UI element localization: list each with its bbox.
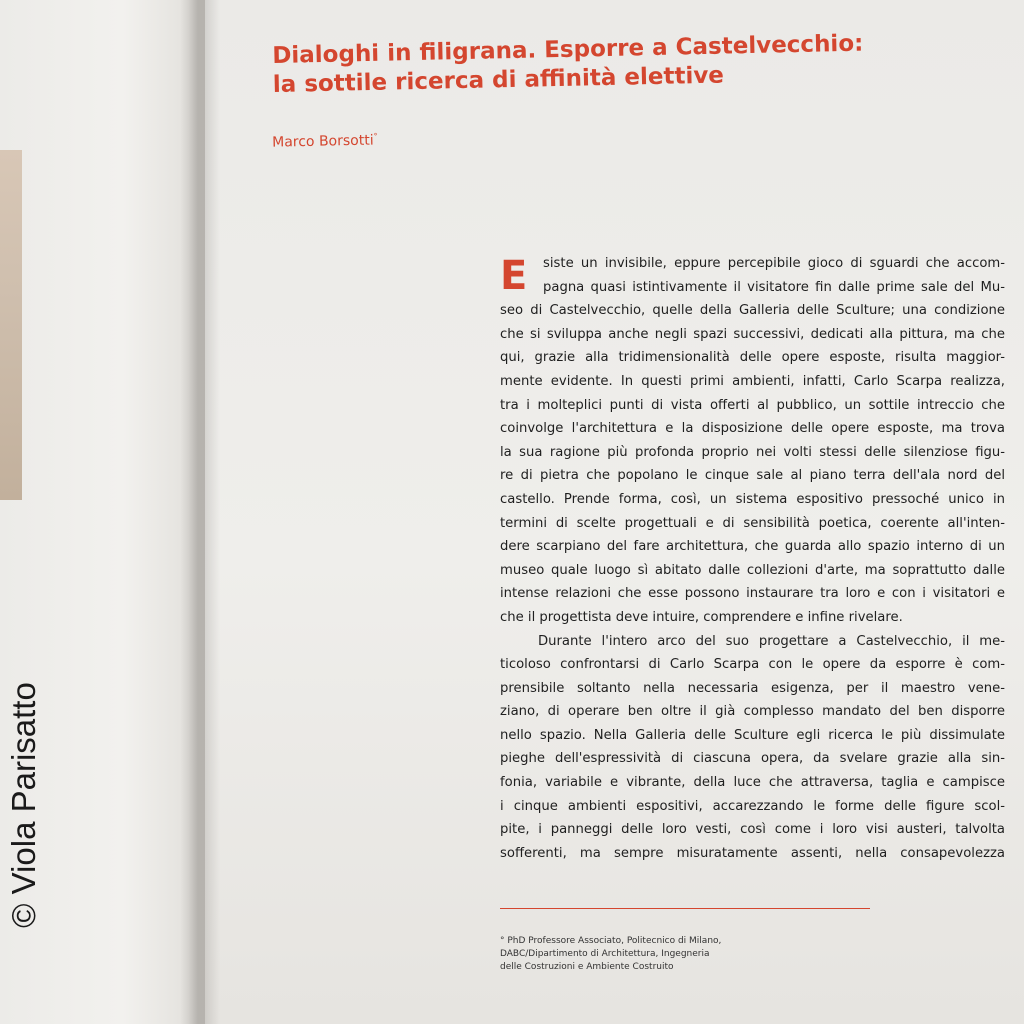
- author-footnote-mark: °: [373, 131, 378, 141]
- author-name: [272, 132, 378, 151]
- body-line: che il progettista deve intuire, comprendere e infine rivelare.: [500, 609, 903, 625]
- body-line: i cinque ambienti espositivi, accarezzando le forme delle figure scol-: [500, 798, 1005, 814]
- body-line: pagna quasi istintivamente il visitatore fin dalle prime sale del Mu-: [543, 279, 1005, 295]
- body-line: fonia, variabile e vibrante, della luce che attraversa, taglia e campisce: [500, 775, 1005, 791]
- body-line: seo di Castelvecchio, quelle della Galleria delle Sculture; una condizione: [500, 303, 1005, 319]
- body-line: museo quale luogo sì abitato dalle collezioni d'arte, ma soprattutto dalle: [500, 562, 1005, 578]
- body-line: pieghe dell'espressività di ciascuna opera, da svelare grazie alla sin-: [500, 751, 1005, 767]
- body-line: sofferenti, ma sempre misuratamente assenti, nella consapevolezza: [500, 845, 1005, 861]
- photo-credit-watermark: [4, 655, 44, 955]
- left-page-photo-edge: [0, 150, 22, 500]
- article-body: [500, 252, 1005, 865]
- author-name-text: Marco Borsotti: [272, 132, 374, 151]
- body-line: prensibile soltanto nella necessaria esigenza, per il maestro vene-: [500, 680, 1005, 696]
- footnote-line: ° PhD Professore Associato, Politecnico di Milano,: [500, 936, 722, 946]
- body-line: castello. Prende forma, così, un sistema espositivo pressoché unico in: [500, 491, 1005, 507]
- body-line: ticoloso confrontarsi di Carlo Scarpa con le opere da esporre è com-: [500, 657, 1005, 673]
- body-line: ziano, di operare ben oltre il già complesso mandato del ben disporre: [500, 704, 1005, 720]
- footnote-line: DABC/Dipartimento di Architettura, Ingegneria: [500, 949, 710, 959]
- title-line-2: la sottile ricerca di affinità elettive: [272, 62, 725, 98]
- footnote-divider: [500, 908, 870, 909]
- body-line: siste un invisibile, eppure percepibile gioco di sguardi che accom-: [543, 256, 1005, 271]
- drop-cap: E: [500, 253, 528, 299]
- body-line: dere scarpiano del fare architettura, che guarda allo spazio interno di un: [500, 539, 1005, 555]
- footnote-line: delle Costruzioni e Ambiente Costruito: [500, 962, 674, 972]
- body-line: tra i molteplici punti di vista offerti al pubblico, un sottile intreccio che: [500, 397, 1005, 413]
- body-line: la sua ragione più profonda proprio nei volti stessi delle silenziose figu-: [500, 444, 1005, 460]
- body-line: intense relazioni che esse possono instaurare tra loro e con i visitatori e: [500, 586, 1005, 602]
- footnote: [500, 935, 800, 974]
- body-line: re di pietra che popolano le cinque sale al piano terra dell'ala nord del: [500, 468, 1005, 484]
- body-line: termini di scelte progettuali e di sensibilità poetica, coerente all'inten-: [500, 515, 1005, 531]
- book-gutter-shadow: [180, 0, 220, 1024]
- body-line: che si sviluppa anche negli spazi successivi, dedicati alla pittura, ma che: [500, 326, 1005, 342]
- watermark-text: © Viola Parisatto: [5, 682, 43, 928]
- body-line: coinvolge l'architettura e la disposizione delle opere esposte, ma trova: [500, 421, 1005, 437]
- body-line: qui, grazie alla tridimensionalità delle opere esposte, risulta maggior-: [500, 350, 1005, 366]
- body-line: Durante l'intero arco del suo progettare a Castelvecchio, il me-: [538, 633, 1005, 649]
- body-line: nello spazio. Nella Galleria delle Sculture egli ricerca le più dissimulate: [500, 727, 1005, 743]
- title-line-1: Dialoghi in filigrana. Esporre a Castelvecchio:: [272, 30, 864, 69]
- body-line: mente evidente. In questi primi ambienti, infatti, Carlo Scarpa realizza,: [500, 373, 1005, 389]
- body-line: pite, i panneggi delle loro vesti, così come i loro visi austeri, talvolta: [500, 822, 1005, 838]
